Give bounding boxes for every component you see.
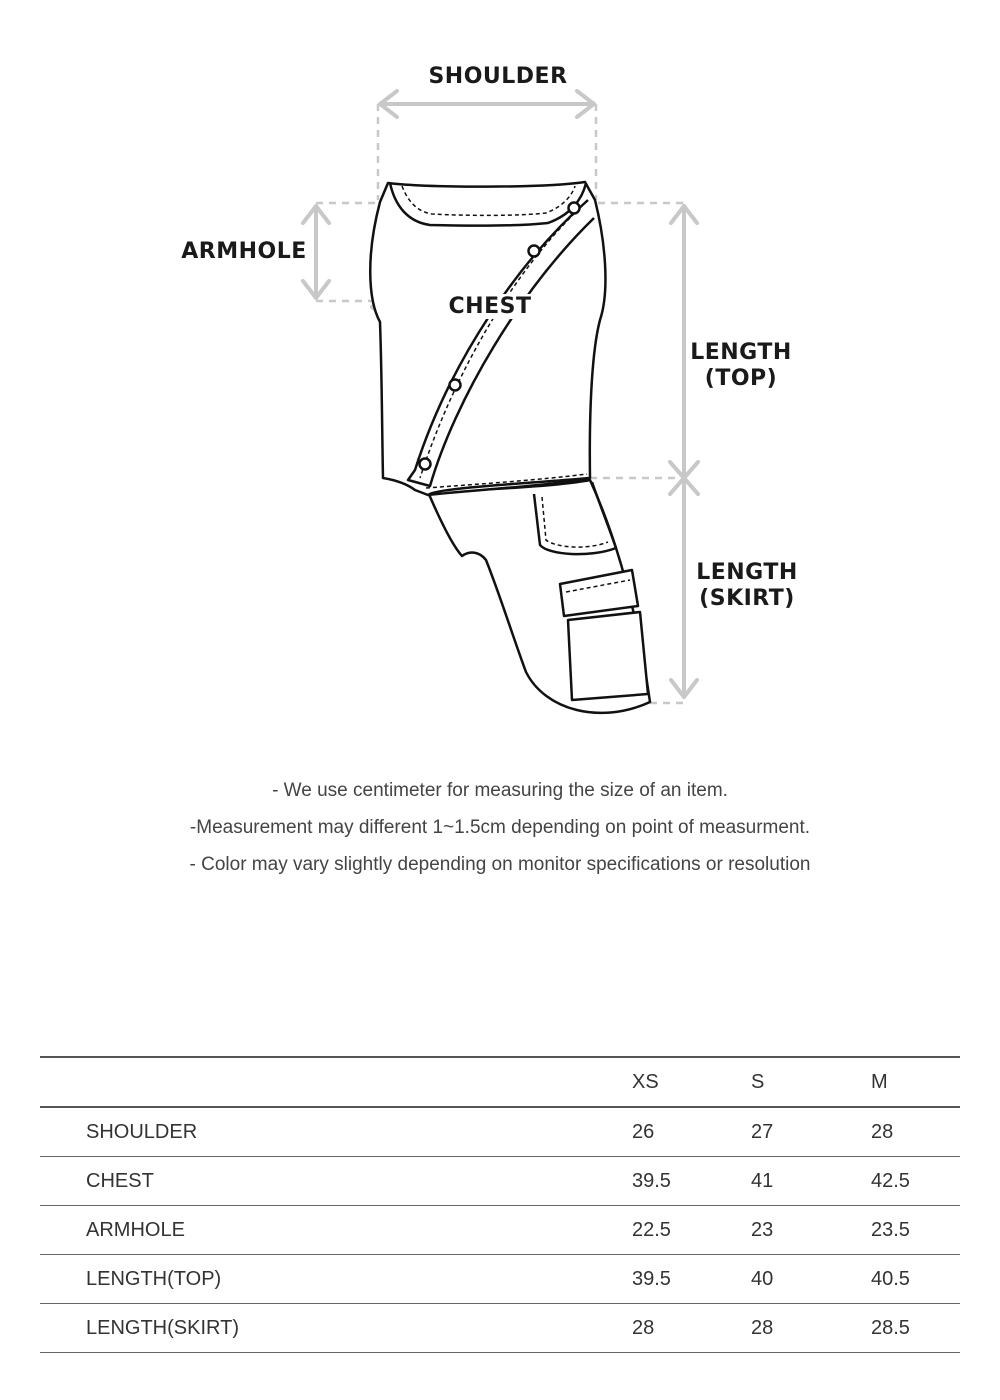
length-top-label-line1: LENGTH xyxy=(690,340,792,365)
cell-m: 28 xyxy=(871,1120,894,1143)
cell-m: 42.5 xyxy=(871,1169,910,1192)
cell-m: 40.5 xyxy=(871,1267,910,1290)
cell-m: 28.5 xyxy=(871,1316,910,1339)
cell-s: 23 xyxy=(751,1218,774,1241)
length-top-label xyxy=(686,340,796,392)
cell-s: 40 xyxy=(751,1267,774,1290)
row-name: LENGTH(TOP) xyxy=(86,1267,222,1290)
header-xs: XS xyxy=(632,1070,659,1093)
length-top-label-line2: (TOP) xyxy=(704,366,778,391)
length-skirt-label-line1: LENGTH xyxy=(696,560,798,585)
table-row xyxy=(40,1206,960,1255)
note-unit: - We use centimeter for measuring the size of an item. xyxy=(272,780,728,801)
note-tolerance: -Measurement may different 1~1.5cm depending on point of measurment. xyxy=(189,817,811,838)
cell-s: 41 xyxy=(751,1169,774,1192)
row-name: CHEST xyxy=(86,1169,154,1192)
cell-xs: 22.5 xyxy=(632,1218,671,1241)
row-name: ARMHOLE xyxy=(86,1218,185,1241)
header-s: S xyxy=(751,1070,765,1093)
table-row xyxy=(40,1107,960,1157)
shoulder-label: SHOULDER xyxy=(428,64,568,89)
skirt-outline xyxy=(428,480,650,713)
header-empty xyxy=(40,1057,632,1107)
chest-label xyxy=(440,294,540,320)
length-skirt-label-line2: (SKIRT) xyxy=(699,586,795,611)
armhole-label: ARMHOLE xyxy=(181,239,307,264)
length-skirt-label xyxy=(692,560,802,612)
header-m: M xyxy=(871,1070,888,1093)
cell-s: 28 xyxy=(751,1316,774,1339)
cell-xs: 28 xyxy=(632,1316,655,1339)
cell-s: 27 xyxy=(751,1120,774,1143)
cell-m: 23.5 xyxy=(871,1218,910,1241)
top-outline xyxy=(370,182,605,495)
chest-label-text: CHEST xyxy=(445,294,536,319)
measurement-notes xyxy=(0,772,1000,883)
note-color: - Color may vary slightly depending on monitor specifications or resolution xyxy=(189,854,811,875)
table-row xyxy=(40,1157,960,1206)
row-name: LENGTH(SKIRT) xyxy=(86,1316,239,1339)
cell-xs: 26 xyxy=(632,1120,655,1143)
table-header-row xyxy=(40,1057,960,1107)
cell-xs: 39.5 xyxy=(632,1169,671,1192)
cell-xs: 39.5 xyxy=(632,1267,671,1290)
table-row xyxy=(40,1255,960,1304)
row-name: SHOULDER xyxy=(86,1120,198,1143)
table-row xyxy=(40,1304,960,1353)
size-table xyxy=(40,1056,960,1353)
